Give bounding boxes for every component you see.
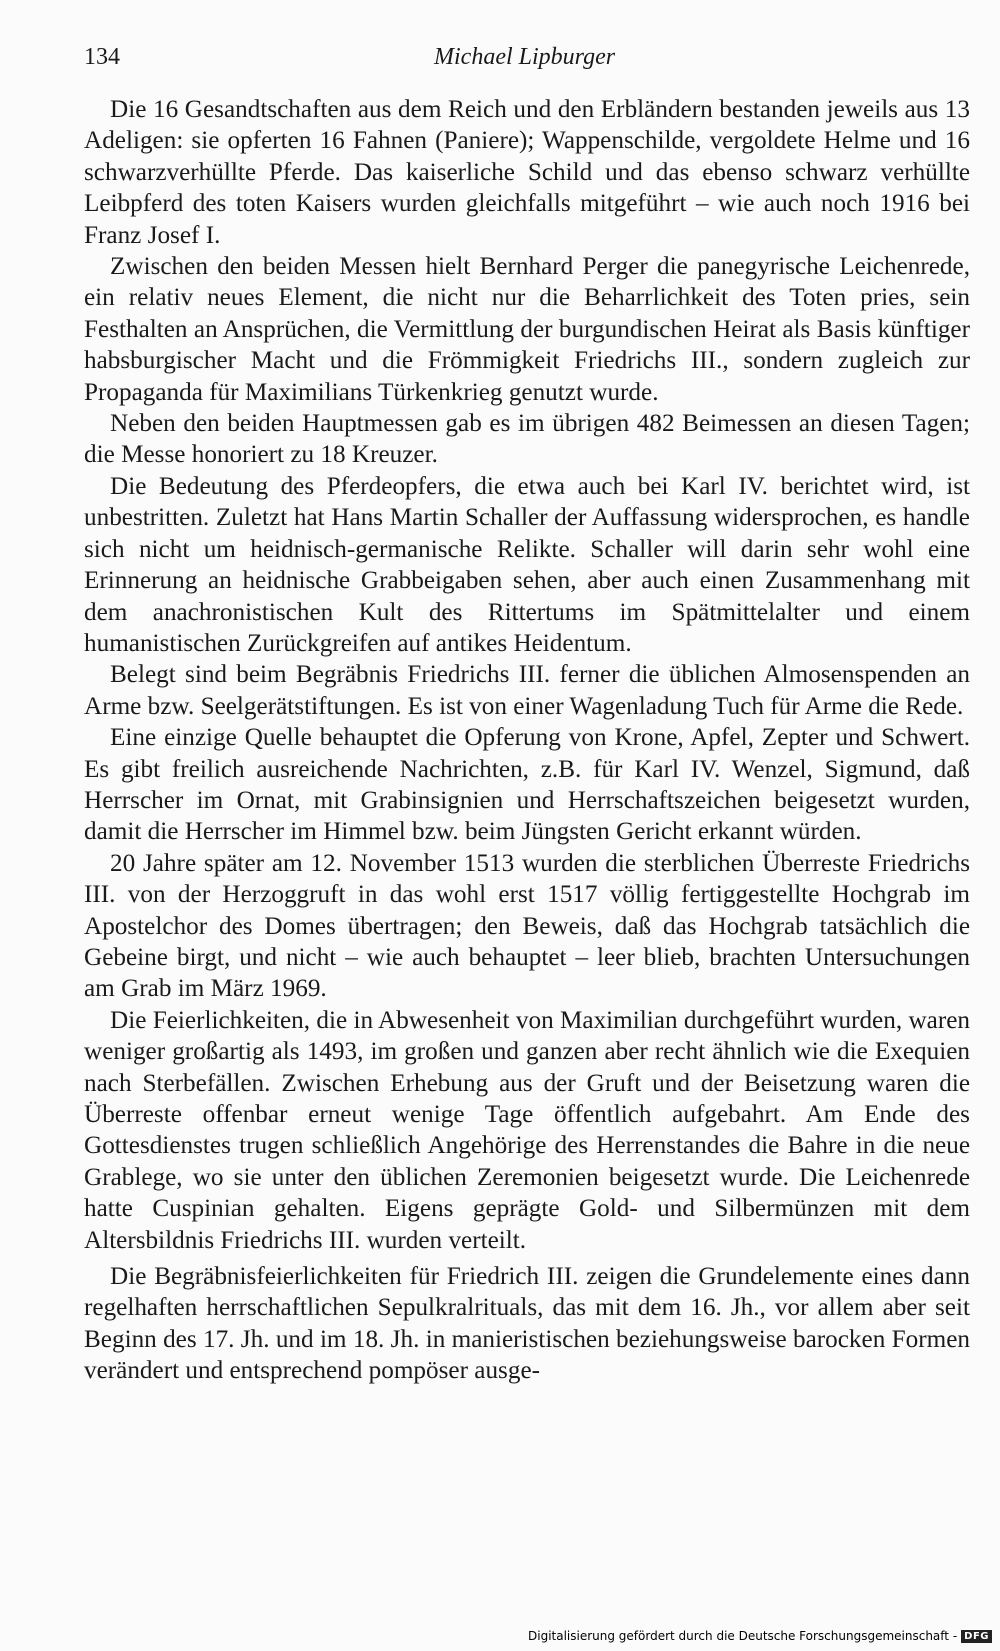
paragraph: Die Begräbnisfeierlichkeiten für Friedrich III. zeigen die Grundelemente eines dann regelhaften herrschaftlichen Sepulkralrituals, das mit dem 16. Jh., vor allem aber seit Beginn des 17. Jh. und im 18. Jh. in manieristischen beziehungsweise barocken Formen verändert und entsprechend pompöser ausge- bbox=[84, 1263, 970, 1385]
paragraph: Eine einzige Quelle behauptet die Opferung von Krone, Apfel, Zepter und Schwert. Es gibt freilich ausreichende Nachrichten, z.B. für Karl IV. Wenzel, Sigmund, daß Herrscher im Ornat, mit Grabinsignien und Herrschaftszeichen beigesetzt wurden, damit die Herrscher im Himmel bzw. beim Jüngsten Gericht erkannt würden. bbox=[84, 724, 970, 846]
footer-text: Digitalisierung gefördert durch die Deutsche Forschungsgemeinschaft - bbox=[528, 1629, 958, 1643]
paragraph: Belegt sind beim Begräbnis Friedrichs III. ferner die üblichen Almosenspenden an Arme bzw. Seelgerätstiftungen. Es ist von einer Wagenladung Tuch für Arme die Rede. bbox=[84, 661, 970, 720]
running-head: Michael Lipburger bbox=[434, 44, 616, 70]
body-text bbox=[84, 94, 970, 1387]
paragraph: Zwischen den beiden Messen hielt Bernhard Perger die panegyrische Leichenrede, ein relativ neues Element, die nicht nur die Beharrlichkeit des Toten pries, sein Festhalten an Ansprüchen, die Vermittlung der burgundischen Heirat als Basis künftiger habsburgischer Macht und die Frömmigkeit Friedrichs III., sondern zugleich zur Propaganda für Maximilians Türkenkrieg genutzt wurde. bbox=[84, 253, 970, 406]
paragraph: Die Feierlichkeiten, die in Abwesenheit von Maximilian durchgeführt wurden, waren weniger großartig als 1493, im großen und ganzen aber recht ähnlich wie die Exequien nach Sterbefällen. Zwischen Erhebung aus der Gruft und der Beisetzung waren die Überreste offenbar erneut wenige Tage öffentlich aufgebahrt. Am Ende des Gottesdienstes trugen schließlich Angehörige des Herrenstandes die Bahre in die neue Grablege, wo sie unter den üblichen Zeremonien beigesetzt wurde. Die Leichenrede hatte Cuspinian gehalten. Eigens geprägte Gold- und Silbermünzen mit dem Altersbildnis Friedrichs III. wurden verteilt. bbox=[84, 1006, 970, 1254]
dfg-logo-icon: DFG bbox=[961, 1630, 992, 1643]
paragraph: Die Bedeutung des Pferdeopfers, die etwa auch bei Karl IV. berichtet wird, ist unbestritten. Zuletzt hat Hans Martin Schaller der Auffassung widersprochen, es handle sich nicht um heidnisch-germanische Relikte. Schaller will darin sehr wohl eine Erinnerung an heidnische Grabbeigaben sehen, aber auch einen Zusammenhang mit dem anachronistischen Kult des Rittertums im Spätmittelalter und einem humanistischen Zurückgreifen auf antikes Heidentum. bbox=[84, 472, 970, 657]
digitization-footer bbox=[528, 1629, 992, 1643]
paragraph: Neben den beiden Hauptmessen gab es im übrigen 482 Beimessen an diesen Tagen; die Messe honoriert zu 18 Kreuzer. bbox=[84, 410, 970, 469]
page-number: 134 bbox=[84, 44, 120, 70]
page-header bbox=[84, 44, 970, 76]
paragraph: Die 16 Gesandtschaften aus dem Reich und den Erbländern bestanden jeweils aus 13 Adeligen: sie opferten 16 Fahnen (Paniere); Wappenschilde, vergoldete Helme und 16 schwarzverhüllte Pferde. Das kaiserliche Schild und das ebenso schwarz verhüllte Leibpferd des toten Kaisers wurden gleichfalls mitgeführt – wie auch noch 1916 bei Franz Josef I. bbox=[84, 96, 970, 249]
paragraph: 20 Jahre später am 12. November 1513 wurden die sterblichen Überreste Friedrichs III. von der Herzoggruft in das wohl erst 1517 völlig fertiggestellte Hochgrab im Apostelchor des Domes übertragen; den Beweis, daß das Hochgrab tatsächlich die Gebeine birgt, und nicht – wie auch behauptet – leer blieb, brachten Untersuchungen am Grab im März 1969. bbox=[84, 849, 970, 1003]
